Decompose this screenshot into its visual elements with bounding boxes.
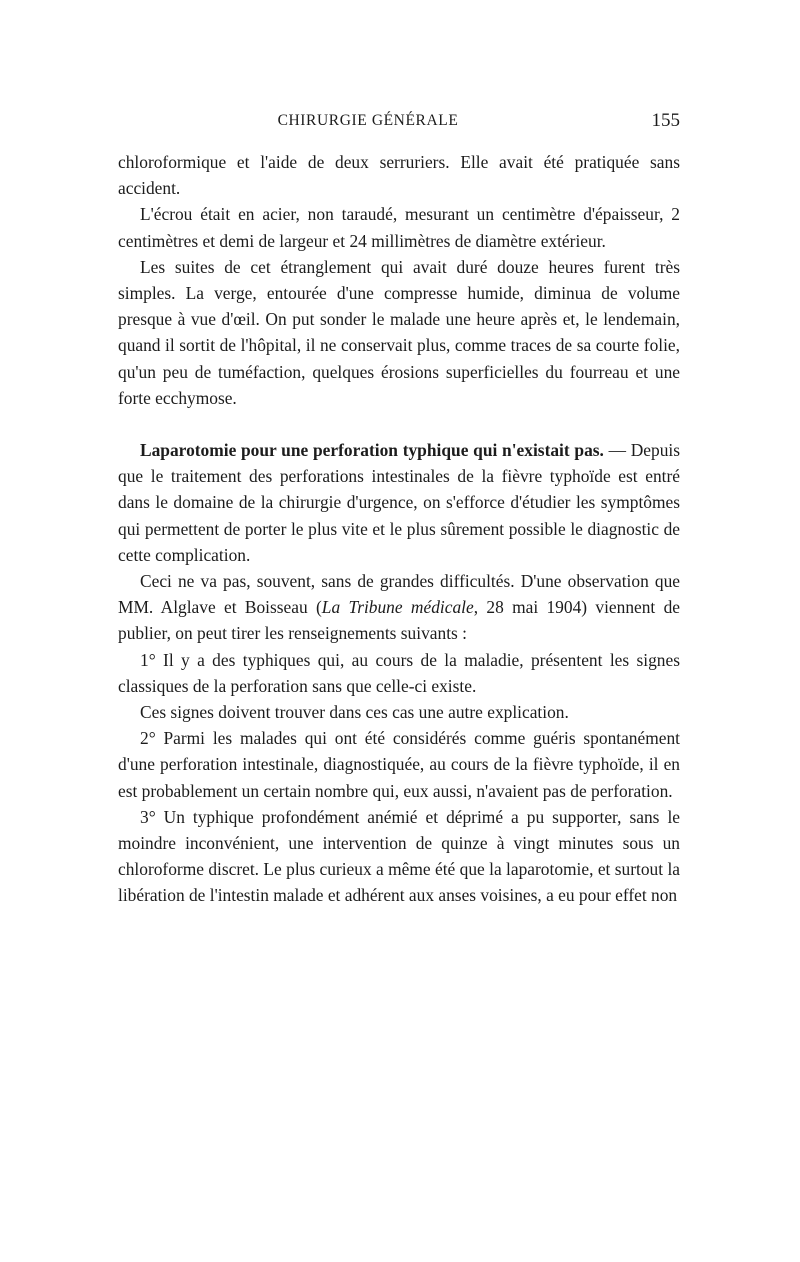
finding-1-note: Ces signes doivent trouver dans ces cas une autre explication. [140,702,569,723]
section-intro: — Depuis que le traitement des perforations intestinales de la fièvre typhoïde est entré dans le domaine de la chirurgie d'urgence, on s'efforce d'étudier les symptômes qui permettent de porter le plus vite et le plus sûrement possible le diagnostic de cette complication. [118,440,681,565]
body-text [118,149,680,909]
paragraph-nut-description: L'écrou était en acier, non taraudé, mesurant un centimètre d'épaisseur, 2 centimètres et demi de largeur et 24 millimètres de diamètre extérieur. [118,204,680,251]
section-laparotomie [118,437,680,568]
paragraph-outcome: Les suites de cet étranglement qui avait duré douze heures furent très simples. La verge, entourée d'une compresse humide, diminua de volume presque à vue d'œil. On put sonder le malade une heure après et, le lendemain, quand il sortit de l'hôpital, il ne conservait plus, comme traces de sa courte folie, qu'un peu de tuméfaction, quelques érosions superficielles du fourreau et une forte ecchymose. [118,256,680,408]
running-head [118,108,680,134]
section-title: Laparotomie pour une perforation typhique qui n'existait pas. [140,440,604,461]
page-number: 155 [651,110,680,131]
finding-2: 2° Parmi les malades qui ont été considérés comme guéris spontanément d'une perforation intestinale, diagnostiquée, au cours de la fièvre typhoïde, il en est probablement un certain nombre qui, eux aussi, n'avaient pas de perforation. [118,728,680,801]
observation-text-end: , 28 mai 1904) viennent de publier, on peut tirer les renseignements suivants : [118,597,680,644]
journal-title: La Tribune médicale [321,597,474,618]
paragraph-continued: chloroformique et l'aide de deux serruriers. Elle avait été pratiquée sans accident. [118,152,680,199]
paragraph-observation [118,568,680,647]
running-title: CHIRURGIE GÉNÉRALE [277,112,459,129]
finding-1: 1° Il y a des typhiques qui, au cours de la maladie, présentent les signes classiques de la perforation sans que celle-ci existe. [118,649,680,696]
finding-3: 3° Un typhique profondément anémié et déprimé a pu supporter, sans le moindre inconvénient, une intervention de quinze à vingt minutes sous un chloroforme discret. Le plus curieux a même été que la laparotomie, et surtout la libération de l'intestin malade et adhérent aux anses voisines, a eu pour effet non [118,806,680,906]
observation-text-start: Ceci ne va pas, souvent, sans de grandes difficultés. D'une observation que MM. Alglave et Boisseau ( [118,571,680,618]
